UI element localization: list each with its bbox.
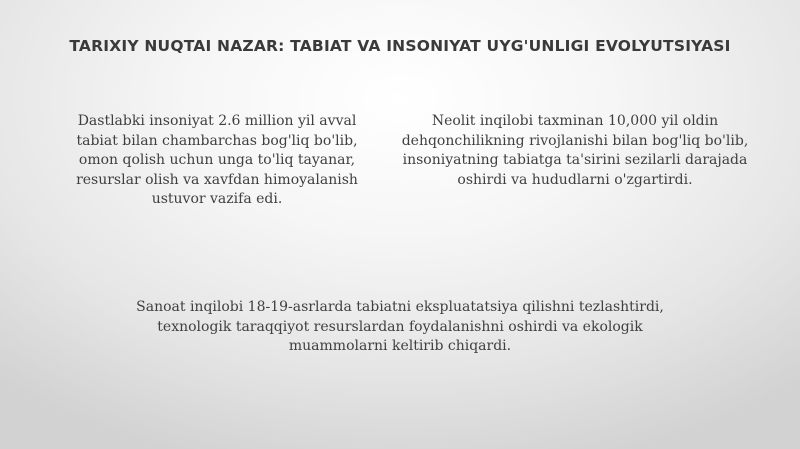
slide-title: TARIXIY NUQTAI NAZAR: TABIAT VA INSONIYAT UYG'UNLIGI EVOLYUTSIYASI: [69, 37, 731, 55]
paragraph-industrial-revolution: Sanoat inqilobi 18-19-asrlarda tabiatni ekspluatatsiya qilishni tezlashtirdi, texnologik taraqqiyot resurslardan foydalanishni oshirdi va ekologik muammolarni keltirib chiqardi.: [136, 299, 664, 354]
paragraph-neolithic-revolution: Neolit inqilobi taxminan 10,000 yil oldin dehqonchilikning rivojlanishi bilan bog'liq bo'lib, insoniyatning tabiatga ta'sirini sezilarli darajada oshirdi va hududlarni o'zgartirdi.: [401, 113, 749, 188]
paragraph-early-humanity: Dastlabki insoniyat 2.6 million yil avval tabiat bilan chambarchas bog'liq bo'lib, omon qolish uchun unga to'liq tayanar, resurslar olish va xavfdan himoyalanish ustuvor vazifa edi.: [76, 113, 358, 207]
